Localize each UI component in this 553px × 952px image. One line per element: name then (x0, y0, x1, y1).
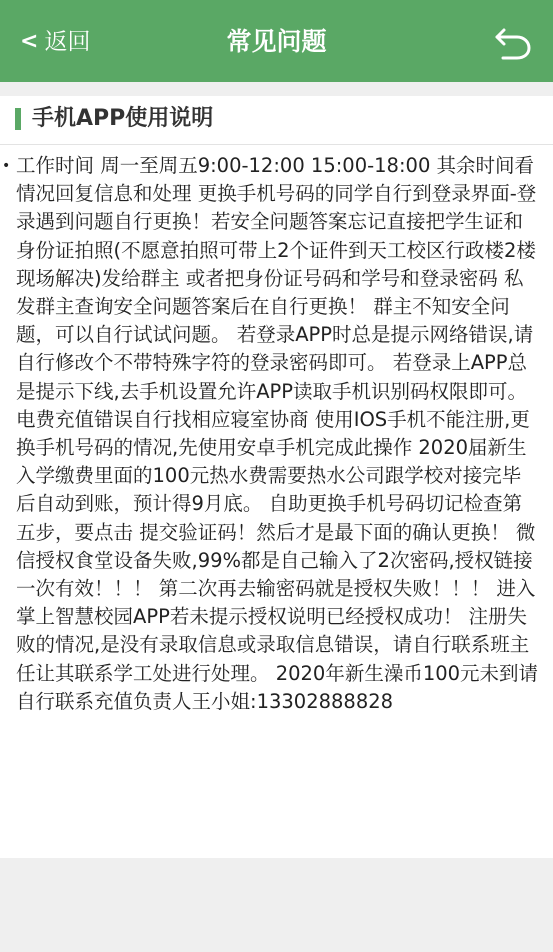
undo-button[interactable] (493, 22, 533, 62)
faq-body-text: 工作时间 周一至周五9:00-12:00 15:00-18:00 其余时间看情况回复信息和处理 更换手机号码的同学自行到登录界面-登录遇到问题自行更换！若安全问题答案忘记直接把学生证和身份证拍照(不愿意拍照可带上2个证件到天工校区行政楼2楼现场解决)发给群主 或者把身份证号码和学号和登录密码 私发群主查询安全问题答案后在自行更换！ 群主不知安全问题，可以自行试试问题。 若登录APP时总是提示网络错误,请自行修改个不带特殊字符的登录密码即可。 若登录上APP总是提示下线,去手机设置允许APP读取手机识别码权限即可。 电费充值错误自行找相应寝室协商 使用IOS手机不能注册,更换手机号码的情况,先使用安卓手机完成此操作 2020届新生入学缴费里面的100元热水费需要热水公司跟学校对接完毕后自动到账，预计得9月底。 自助更换手机号码切记检查第五步，要点击 提交验证码！然后才是最下面的确认更换！ 微信授权食堂设备失败,99%都是自己输入了2次密码,授权链接一次有效！！！ 第二次再去输密码就是授权失败！！！ 进入掌上智慧校园APP若未提示授权说明已经授权成功！ 注册失败的情况,是没有录取信息或录取信息错误，请自行联系班主任让其联系学工处进行处理。 2020年新生澡币100元未到请自行联系充值负责人王小姐:13302888828 (16, 154, 539, 713)
back-chevron-icon: < (20, 29, 39, 54)
back-label: 返回 (44, 28, 91, 55)
section-divider (0, 144, 553, 145)
section-header (0, 96, 553, 142)
section-title: 手机APP使用说明 (32, 106, 214, 131)
faq-content-panel (0, 96, 553, 858)
page-title: 常见问题 (226, 27, 327, 56)
undo-icon (493, 22, 533, 62)
bullet-icon: • (2, 158, 11, 174)
section-accent-bar (15, 108, 21, 130)
top-app-bar (0, 0, 553, 82)
back-button[interactable] (20, 22, 90, 62)
